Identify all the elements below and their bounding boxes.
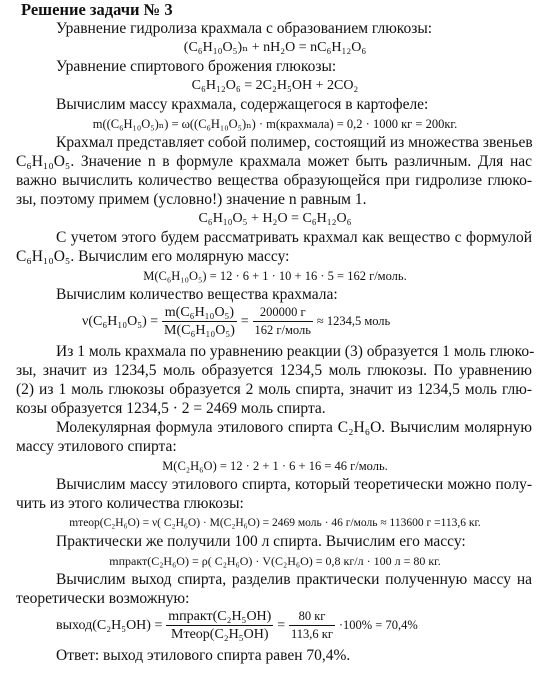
paragraph-line: Крахмал представляет собой полимер, состоящий из множества звеньев <box>56 134 533 151</box>
formula-result: ≈ 1234,5 моль <box>316 314 391 329</box>
paragraph-line: зы, поэтому примем (условно!) значение n равным 1. <box>16 191 367 208</box>
paragraph-line: (2) из 1 моль глюкозы образуется 2 моль спирта, значит из 1234,5 моль глю- <box>16 381 532 398</box>
fermentation-equation: C₆H₁₂O₆ = 2C₂H₅OH + 2CO₂ <box>191 78 359 93</box>
fraction <box>166 608 273 643</box>
equals-sign: = <box>240 314 249 330</box>
paragraph-line: теоретически возможную: <box>16 590 190 607</box>
hydrolysis-equation-label: Уравнение гидролиза крахмала с образованием глюкозы: <box>56 20 433 37</box>
fraction-denominator: 162 г/моль <box>254 323 311 337</box>
equals-sign: = <box>277 618 286 634</box>
answer-line: Ответ: выход этилового спирта равен 70,4%. <box>56 647 351 664</box>
page-title: Решение задачи № 3 <box>21 0 173 19</box>
fraction-denominator: 113,6 кг <box>290 627 333 641</box>
starch-mass-equation: m((C₆H₁₀O₅)ₙ) = ω((C₆H₁₀O₅)ₙ) · m(крахмала) = 0,2 · 1000 кг = 200кг. <box>92 117 458 131</box>
paragraph-line: массу этилового спирта: <box>16 438 177 455</box>
paragraph-line: козы образуется 1234,5 · 2 = 2469 моль спирта. <box>16 400 326 417</box>
paragraph-line: С учетом этого будем рассматривать крахмал как вещество с формулой <box>56 229 532 246</box>
paragraph-line: зы, значит из 1234,5 моль образуется 1234,5 моль глюкозы. По уравнению <box>16 362 532 379</box>
starch-amount-label: Вычислим количество вещества крахмала: <box>56 286 338 303</box>
fraction-denominator: M(C₆H₁₀O₅) <box>164 323 235 338</box>
fraction <box>253 304 313 339</box>
fraction-numerator: 200000 г <box>253 304 313 322</box>
paragraph-line: Вычислим массу этилового спирта, который теоретически можно полу- <box>56 476 532 493</box>
simplified-hydrolysis-equation: C₆H₁₀O₅ + H₂O = C₆H₁₂O₆ <box>198 211 352 226</box>
formula-lhs: ν(C₆H₁₀O₅) = <box>82 314 159 330</box>
paragraph-line: важно вычислить количество вещества образующейся при гидролизе глюко- <box>16 172 532 189</box>
starch-amount-formula <box>82 304 390 339</box>
paragraph-line: Вычислим выход спирта, разделив практически полученную массу на <box>56 571 532 588</box>
fraction-numerator: 80 кг <box>289 608 335 626</box>
paragraph-line: C₆H₁₀O₅. Вычислим его молярную массу: <box>16 248 290 265</box>
practical-mass-equation: mпракт(C₂H₆O) = ρ( C₂H₆O) · V(C₂H₆O) = 0,8 кг/л · 100 л = 80 кг. <box>109 554 441 568</box>
fermentation-equation-label: Уравнение спиртового брожения глюкозы: <box>56 58 337 75</box>
paragraph-line: C₆H₁₀O₅. Значение n в формуле крахмала может быть различным. Для нас <box>16 153 532 170</box>
ethanol-molar-mass-equation: M(C₂H₆O) = 12 · 2 + 1 · 6 + 16 = 46 г/моль. <box>162 459 388 473</box>
yield-formula <box>56 608 418 643</box>
fraction-numerator: mпракт(C₂H₅OH) <box>168 609 272 624</box>
formula-lhs: выход(C₂H₅OH) = <box>56 618 163 634</box>
paragraph-line: чить из этого количества глюкозы: <box>16 495 244 512</box>
fraction <box>162 304 237 339</box>
fraction-denominator: Mтеор(C₂H₅OH) <box>171 627 269 642</box>
fraction <box>289 608 335 643</box>
paragraph-line: Из 1 моль крахмала по уравнению реакции (3) образуется 1 моль глюко- <box>56 343 535 360</box>
practical-mass-label: Практически же получили 100 л спирта. Вычислим его массу: <box>56 533 466 550</box>
starch-mass-label: Вычислим массу крахмала, содержащегося в картофеле: <box>56 96 429 113</box>
theoretical-mass-equation: mтеор(C₂H₆O) = ν( C₂H₆O) · M(C₂H₆O) = 2469 моль · 46 г/моль ≈ 113600 г =113,6 кг. <box>69 517 481 529</box>
formula-result: ·100% = 70,4% <box>338 618 418 633</box>
fraction-numerator: m(C₆H₁₀O₅) <box>162 304 237 322</box>
hydrolysis-equation: (C₆H₁₀O₅)ₙ + nH₂O = nC₆H₁₂O₆ <box>183 40 367 55</box>
paragraph-line: Молекулярная формула этилового спирта C₂H₆O. Вычислим молярную <box>56 419 532 436</box>
starch-molar-mass-equation: M(C₆H₁₀O₅) = 12 · 6 + 1 · 10 + 16 · 5 = 162 г/моль. <box>143 269 407 283</box>
